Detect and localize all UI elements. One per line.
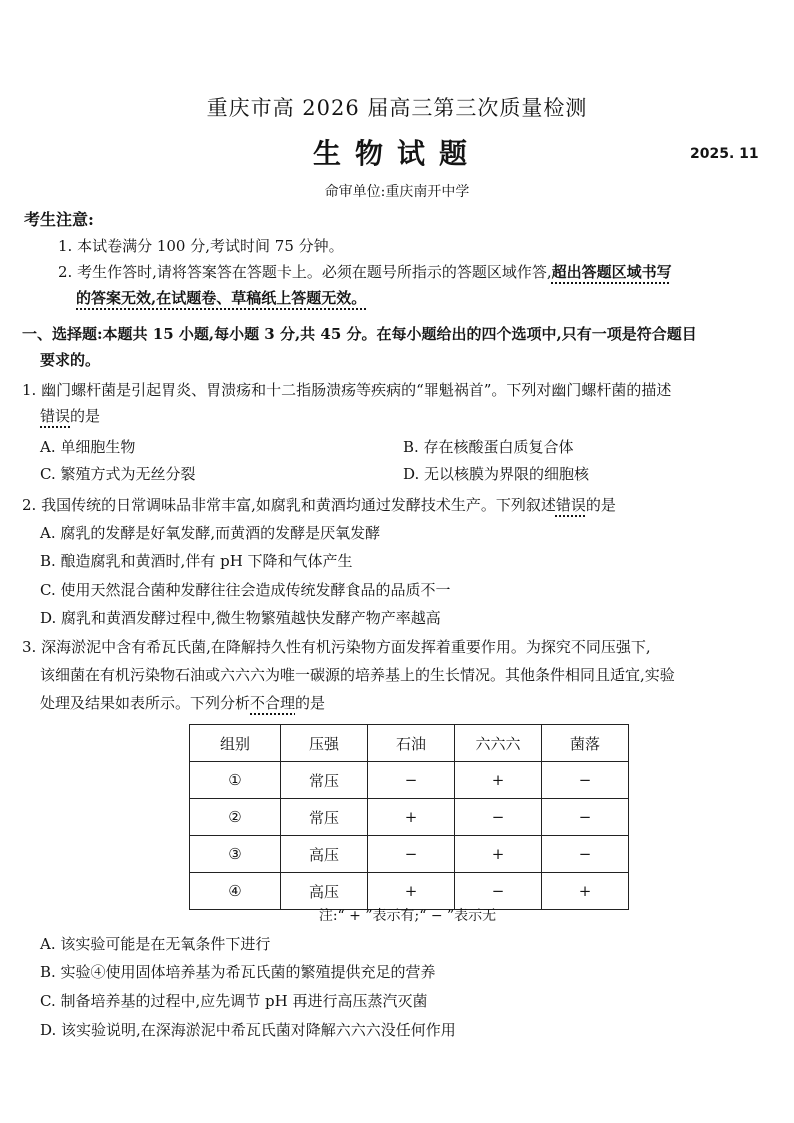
q3-option-d: D. 该实验说明,在深海淤泥中希瓦氏菌对降解六六六没任何作用 [40,1021,456,1039]
header-pressure: 压强 [281,725,368,762]
table-cell: − [542,762,629,799]
table-cell: ② [190,799,281,836]
section-heading: 一、选择题:本题共 15 小题,每小题 3 分,共 45 分。在每小题给出的四个选项中,只有一项是符合题目 [22,325,697,343]
table-cell: + [455,836,542,873]
table-cell: + [368,799,455,836]
table-cell: − [368,836,455,873]
table-row [190,873,629,910]
q2-stem-tail: 的是 [585,496,616,514]
table-row [190,762,629,799]
q3-stem-line-3 [40,693,325,713]
subject-title: 生物试题 [312,137,481,170]
q2-option-c: C. 使用天然混合菌种发酵往往会造成传统发酵食品的品质不一 [40,581,451,599]
q2-stem [22,495,616,515]
table-cell: 常压 [281,762,368,799]
header-group: 组别 [190,725,281,762]
table-cell: − [368,762,455,799]
notice-item-2-emphasis: 超出答题区域书写 [551,263,672,281]
table-note: 注:“ + ”表示有;“ − ”表示无 [318,908,497,924]
table-cell: 高压 [281,836,368,873]
table-row [190,836,629,873]
table-cell: + [455,762,542,799]
table-cell: − [542,799,629,836]
table-cell: + [542,873,629,910]
notice-title: 考生注意: [24,210,94,229]
q3-keyword: 不合理 [250,694,296,712]
exam-date: 2025. 11 [690,146,759,162]
table-cell: 常压 [281,799,368,836]
q3-stem-tail: 的是 [295,694,326,712]
table-row [190,799,629,836]
table-cell: − [455,873,542,910]
q1-option-c: C. 繁殖方式为无丝分裂 [40,465,196,483]
notice-item-2-text: 2. 考生作答时,请将答案答在答题卡上。必须在题号所指示的答题区域作答, [58,263,552,281]
q2-option-a: A. 腐乳的发酵是好氧发酵,而黄酒的发酵是厌氧发酵 [40,524,381,542]
q2-option-b: B. 酿造腐乳和黄酒时,伴有 pH 下降和气体产生 [40,552,353,570]
table-header-row [190,725,629,762]
q2-stem-text: 2. 我国传统的日常调味品非常丰富,如腐乳和黄酒均通过发酵技术生产。下列叙述 [22,496,556,514]
table-cell: + [368,873,455,910]
section-heading-line-2: 要求的。 [40,351,101,369]
compiler-unit: 命审单位:重庆南开中学 [324,184,470,200]
table-cell: ① [190,762,281,799]
q3-stem-line-2: 该细菌在有机污染物石油或六六六为唯一碳源的培养基上的生长情况。其他条件相同且适宜,实验 [40,666,675,684]
q3-stem-line-1: 3. 深海淤泥中含有希瓦氏菌,在降解持久性有机污染物方面发挥着重要作用。为探究不同压强下, [22,638,651,656]
q2-option-d: D. 腐乳和黄酒发酵过程中,微生物繁殖越快发酵产物产率越高 [40,609,441,627]
q1-stem-tail: 的是 [70,407,101,425]
notice-item-1: 1. 本试卷满分 100 分,考试时间 75 分钟。 [58,237,344,255]
table-cell: − [455,799,542,836]
header-hch: 六六六 [455,725,542,762]
q1-option-a: A. 单细胞生物 [40,438,136,456]
q3-option-c: C. 制备培养基的过程中,应先调节 pH 再进行高压蒸汽灭菌 [40,992,428,1010]
q1-stem-line-1: 1. 幽门螺杆菌是引起胃炎、胃溃疡和十二指肠溃疡等疾病的“罪魁祸首”。下列对幽门螺杆菌的描述 [22,381,672,399]
notice-item-2-line-2: 的答案无效,在试题卷、草稿纸上答题无效。 [76,289,367,307]
exam-title: 重庆市高 2026 届高三第三次质量检测 [206,96,588,120]
q1-keyword: 错误 [40,407,71,425]
q2-keyword: 错误 [555,496,586,514]
q3-stem-text: 处理及结果如表所示。下列分析 [40,694,251,712]
q1-stem-line-2 [40,406,100,426]
table-cell: − [542,836,629,873]
q3-option-a: A. 该实验可能是在无氧条件下进行 [40,935,271,953]
q1-option-d: D. 无以核膜为界限的细胞核 [403,465,590,483]
header-colony: 菌落 [542,725,629,762]
q1-option-b: B. 存在核酸蛋白质复合体 [403,438,574,456]
table-cell: ④ [190,873,281,910]
notice-item-2-line-1 [58,262,672,282]
q3-option-b: B. 实验④使用固体培养基为希瓦氏菌的繁殖提供充足的营养 [40,963,436,981]
experiment-table [189,724,629,910]
table-cell: ③ [190,836,281,873]
table-cell: 高压 [281,873,368,910]
header-petroleum: 石油 [368,725,455,762]
